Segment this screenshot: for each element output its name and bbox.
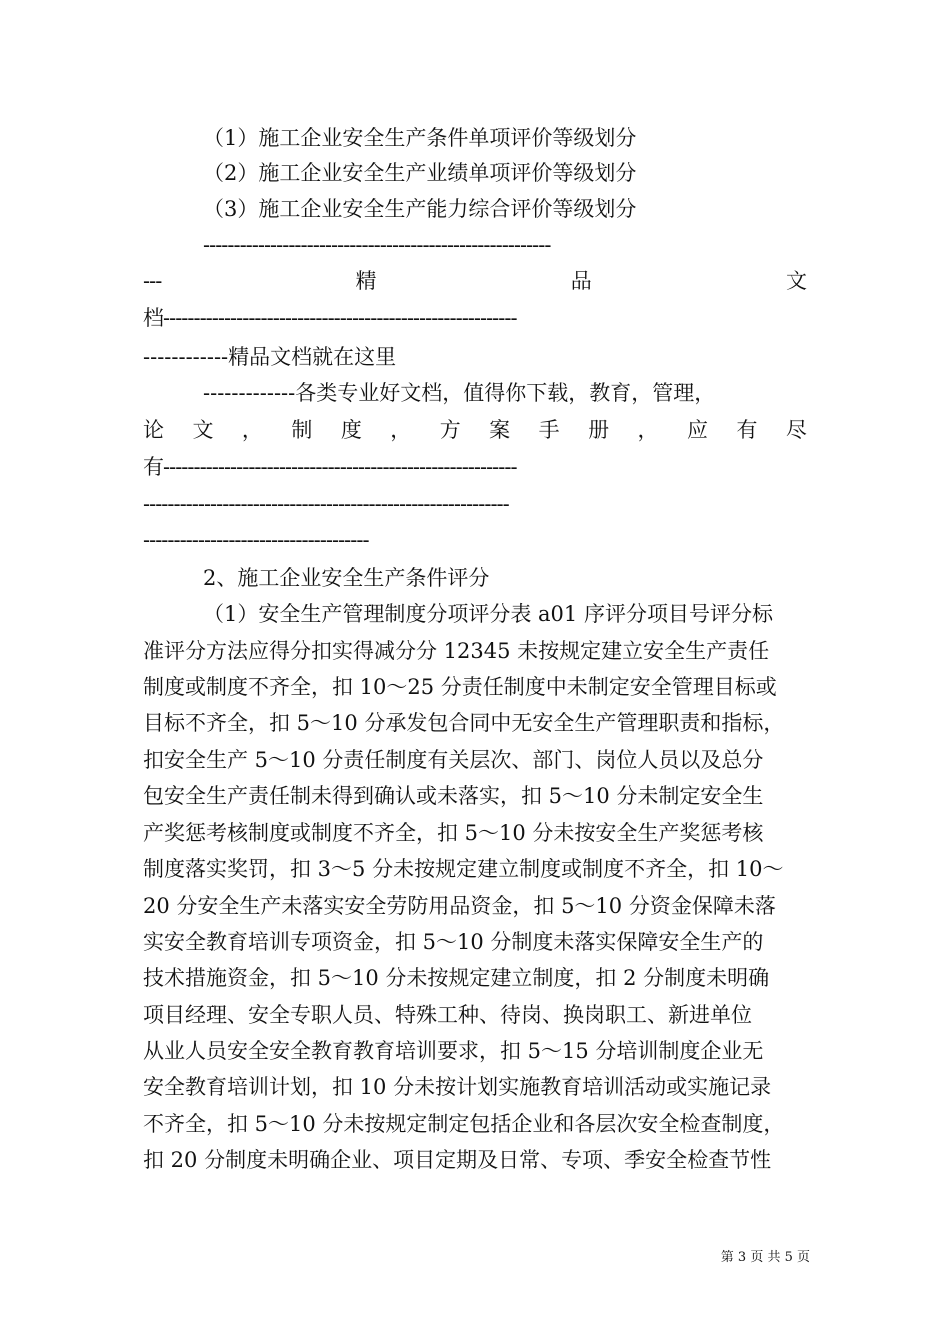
ad-line-5: -------------各类专业好文档，值得你下载，教育，管理，	[203, 381, 716, 405]
ad-dash-line-1: ---------------------------------------------------------	[203, 233, 551, 257]
ad-line-6-part: 案	[489, 418, 511, 442]
ad-line-2-char-3: 文	[786, 269, 807, 293]
ad-line-6-part: 度	[340, 418, 362, 442]
ad-line-7: 有----------------------------------------------------------	[143, 455, 517, 479]
ad-line-6-part: 手	[538, 418, 560, 442]
paragraph-line: 目标不齐全，扣 5～10 分承发包合同中无安全生产管理职责和指标，	[143, 711, 785, 735]
ad-line-4	[143, 342, 807, 372]
ad-line-6-part: 方	[439, 418, 461, 442]
paragraph-line: 扣安全生产 5～10 分责任制度有关层次、部门、岗位人员以及总分	[143, 748, 764, 772]
paragraph-line: 安全教育培训计划，扣 10 分未按计划实施教育培训活动或实施记录	[143, 1075, 772, 1099]
ad-line-6	[143, 415, 807, 445]
paragraph-line: 包安全生产责任制未得到确认或未落实，扣 5～10 分未制定安全生	[143, 784, 764, 808]
section-heading: 2、施工企业安全生产条件评分	[203, 566, 490, 590]
paragraph-line: （1）安全生产管理制度分项评分表 a01 序评分项目号评分标	[203, 602, 773, 626]
ad-line-6-part: 有	[736, 418, 758, 442]
ad-line-6-part: ，	[241, 418, 263, 442]
list-item-1: （1）施工企业安全生产条件单项评价等级划分	[203, 126, 637, 150]
ad-line-8: ------------------------------------------------------------	[143, 492, 509, 516]
ad-line-9: -------------------------------------	[143, 528, 369, 552]
paragraph-line: 产奖惩考核制度或制度不齐全，扣 5～10 分未按安全生产奖惩考核	[143, 821, 764, 845]
paragraph-line: 实安全教育培训专项资金，扣 5～10 分制度未落实保障安全生产的	[143, 930, 764, 954]
paragraph-line: 不齐全，扣 5～10 分未按规定制定包括企业和各层次安全检查制度，	[143, 1112, 785, 1136]
ad-line-2-prefix: ---	[143, 269, 162, 293]
paragraph-line: 项目经理、安全专职人员、特殊工种、待岗、换岗职工、新进单位	[143, 1003, 752, 1027]
ad-line-6-part: 尽	[785, 418, 807, 442]
paragraph-line: 扣 20 分制度未明确企业、项目定期及日常、专项、季安全检查节性	[143, 1148, 772, 1172]
ad-line-4-text: ------------精品文档就在这里	[143, 345, 397, 369]
ad-line-6-part: 论	[143, 418, 164, 442]
ad-line-2-char-1: 精	[355, 269, 377, 293]
paragraph-line: 制度或制度不齐全，扣 10～25 分责任制度中未制定安全管理目标或	[143, 675, 777, 699]
list-item-3: （3）施工企业安全生产能力综合评价等级划分	[203, 197, 637, 221]
paragraph-line: 20 分安全生产未落实安全劳防用品资金，扣 5～10 分资金保障未落	[143, 894, 776, 918]
list-item-2: （2）施工企业安全生产业绩单项评价等级划分	[203, 161, 637, 185]
paragraph-line: 准评分方法应得分扣实得减分分 12345 未按规定建立安全生产责任	[143, 639, 770, 663]
ad-line-6-part: 册	[588, 418, 610, 442]
ad-line-6-part: 制	[291, 418, 313, 442]
ad-line-6-part: 应	[686, 418, 708, 442]
ad-line-2-char-2: 品	[570, 269, 592, 293]
ad-line-6-part: ，	[637, 418, 659, 442]
paragraph-line: 技术措施资金，扣 5～10 分未按规定建立制度，扣 2 分制度未明确	[143, 966, 770, 990]
paragraph-line: 从业人员安全安全教育教育培训要求，扣 5～15 分培训制度企业无	[143, 1039, 764, 1063]
page-footer: 第 3 页 共 5 页	[720, 1250, 810, 1265]
ad-line-6-part: 文	[192, 418, 214, 442]
ad-line-3: 档----------------------------------------------------------	[143, 306, 517, 330]
ad-line-6-part: ，	[390, 418, 412, 442]
paragraph-line: 制度落实奖罚，扣 3～5 分未按规定建立制度或制度不齐全，扣 10～	[143, 857, 784, 881]
ad-line-2	[143, 266, 807, 296]
